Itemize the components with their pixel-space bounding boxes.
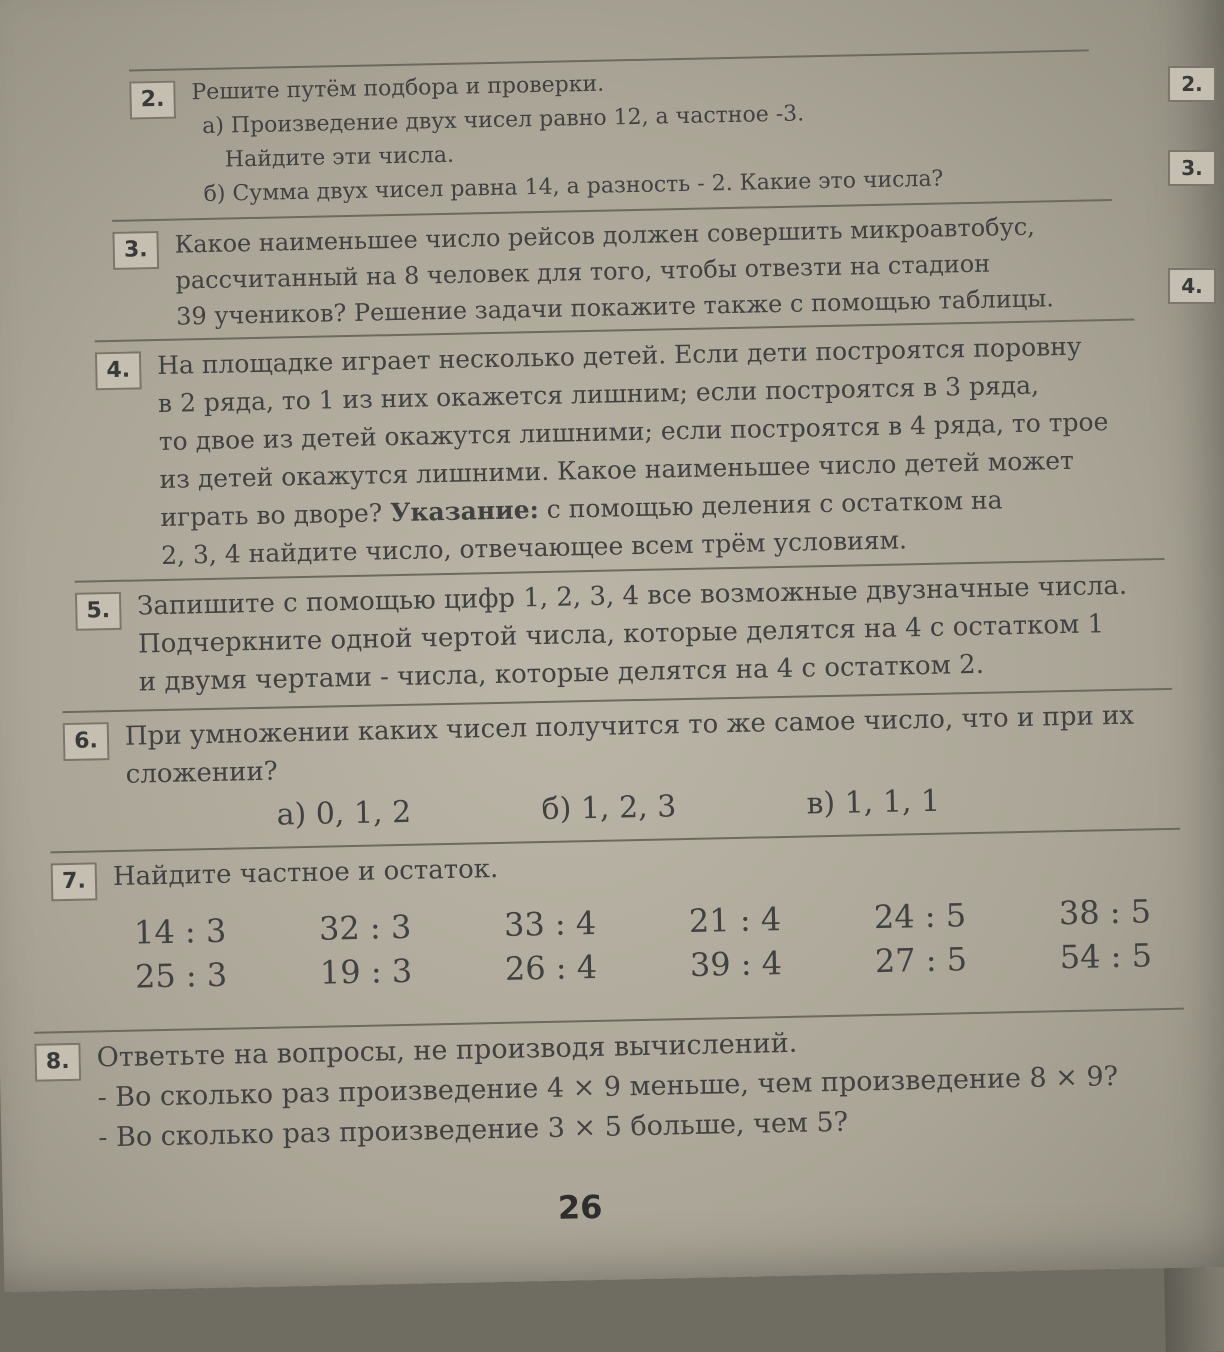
task-text-line: в 2 ряда, то 1 из них окажется лишним; если построятся в 3 ряда, bbox=[157, 370, 1040, 419]
task-4 bbox=[95, 319, 1140, 583]
task-text-line: Найдите эти числа. bbox=[224, 142, 455, 173]
task-number: 5. bbox=[75, 592, 122, 631]
division-item: 24 : 5 bbox=[873, 896, 967, 937]
task-text-line: При умножении каких чисел получится то же самое число, что и при их bbox=[124, 700, 1135, 752]
division-item: 27 : 5 bbox=[874, 940, 968, 981]
task-text-line: Ответьте на вопросы, не производя вычислений. bbox=[96, 1027, 798, 1074]
task-number: 8. bbox=[34, 1043, 81, 1082]
side-task-number: 3. bbox=[1168, 150, 1216, 186]
task-number: 2. bbox=[129, 81, 176, 120]
side-task-number: 2. bbox=[1168, 66, 1216, 102]
task-text-line: и двумя чертами - числа, которые делятся на 4 с остатком 2. bbox=[138, 649, 985, 698]
task-number: 4. bbox=[95, 351, 142, 390]
page-number: 26 bbox=[557, 1187, 603, 1227]
task-text-line: сложении? bbox=[125, 756, 279, 790]
division-item: 14 : 3 bbox=[133, 911, 227, 952]
hint-prefix: играть во дворе? bbox=[160, 498, 383, 532]
division-item: 32 : 3 bbox=[318, 907, 412, 948]
division-item: 21 : 4 bbox=[688, 900, 782, 940]
option-c: в) 1, 1, 1 bbox=[806, 783, 941, 822]
task-text-line: рассчитанный на 8 человек для того, чтобы отвезти на стадион bbox=[175, 249, 991, 295]
task-2 bbox=[129, 49, 1092, 221]
task-text-line: а) Произведение двух чисел равно 12, а частное -3. bbox=[201, 101, 805, 140]
task-text-line: Какое наименьшее число рейсов должен совершить микроавтобус, bbox=[174, 212, 1036, 259]
task-text-line: - Во сколько раз произведение 4 × 9 меньше, чем произведение 8 × 9? bbox=[97, 1061, 1119, 1114]
hint-label: Указание: bbox=[389, 495, 540, 528]
task-text-line: Подчеркните одной чертой числа, которые делятся на 4 с остатком 1 bbox=[137, 609, 1105, 660]
task-7 bbox=[50, 828, 1184, 1034]
task-text-line: 39 учеников? Решение задачи покажите также с помощью таблицы. bbox=[175, 284, 1055, 331]
task-6 bbox=[62, 688, 1175, 853]
task-text-line: Запишите с помощью цифр 1, 2, 3, 4 все возможные двузначные числа. bbox=[136, 570, 1128, 622]
option-a: а) 0, 1, 2 bbox=[276, 794, 412, 833]
side-task-number: 4. bbox=[1168, 268, 1216, 304]
task-text-line: б) Сумма двух чисел равна 14, а разность - 2. Какие это числа? bbox=[203, 166, 944, 208]
division-item: 25 : 3 bbox=[134, 955, 228, 996]
task-text-line: то двое из детей окажутся лишними; если построятся в 4 ряда, то трое bbox=[158, 407, 1109, 456]
division-item: 26 : 4 bbox=[504, 947, 598, 988]
division-item: 33 : 4 bbox=[503, 903, 597, 944]
task-number: 3. bbox=[112, 231, 159, 270]
division-grid bbox=[114, 892, 1173, 996]
task-number: 6. bbox=[63, 722, 110, 761]
task-text-line: из детей окажутся лишними. Какое наименьшее число детей может bbox=[159, 445, 1075, 494]
division-item: 38 : 5 bbox=[1058, 892, 1152, 933]
division-item: 54 : 5 bbox=[1059, 936, 1153, 977]
task-text-line: Найдите частное и остаток. bbox=[112, 853, 499, 893]
hint-suffix: с помощью деления с остатком на bbox=[546, 485, 1003, 524]
task-number: 7. bbox=[51, 862, 98, 901]
task-5 bbox=[75, 558, 1168, 713]
task-text-line: Решите путём подбора и проверки. bbox=[191, 71, 605, 106]
task-text-line: На площадке играет несколько детей. Если дети построятся поровну bbox=[156, 331, 1082, 381]
task-text-line: - Во сколько раз произведение 3 × 5 больше, чем 5? bbox=[98, 1106, 849, 1154]
division-item: 19 : 3 bbox=[319, 951, 413, 992]
division-item: 39 : 4 bbox=[689, 944, 783, 984]
task-text-line: 2, 3, 4 найдите число, отвечающее всем трём условиям. bbox=[160, 525, 908, 570]
option-b: б) 1, 2, 3 bbox=[541, 789, 677, 828]
task-3 bbox=[112, 199, 1114, 342]
task-8 bbox=[34, 1008, 1187, 1194]
